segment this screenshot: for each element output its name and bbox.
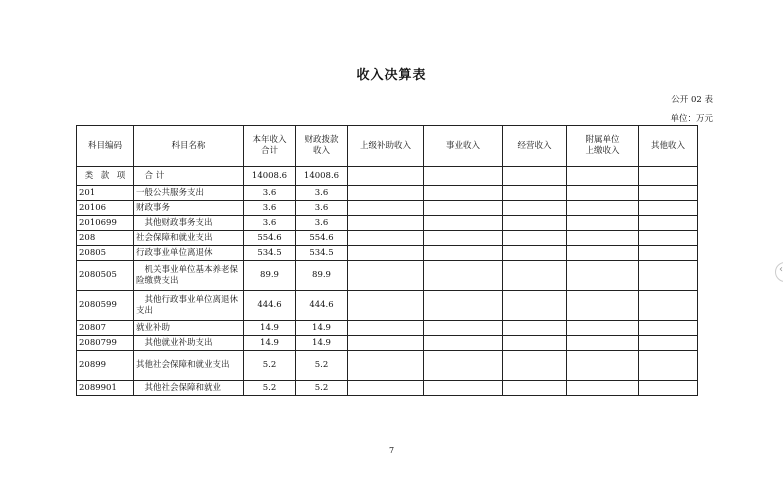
- table-row: [77, 381, 698, 396]
- row-other: [639, 246, 698, 261]
- sum-business: [424, 167, 503, 186]
- row-superior: [348, 381, 424, 396]
- row-business: [424, 291, 503, 321]
- row-affiliated: [567, 261, 639, 291]
- header-fiscal-line2: 收入: [312, 146, 330, 156]
- row-other: [639, 381, 698, 396]
- row-fiscal: 444.6: [296, 291, 348, 321]
- row-fiscal: 3.6: [296, 201, 348, 216]
- row-superior: [348, 336, 424, 351]
- sum-total: 14008.6: [244, 167, 296, 186]
- row-code: 2080599: [77, 291, 134, 321]
- row-business: [424, 246, 503, 261]
- row-fiscal: 554.6: [296, 231, 348, 246]
- chevron-left-icon: ‹: [779, 264, 783, 275]
- row-superior: [348, 201, 424, 216]
- table-row: [77, 321, 698, 336]
- row-superior: [348, 261, 424, 291]
- header-operating: 经营收入: [503, 126, 567, 167]
- row-other: [639, 291, 698, 321]
- row-superior: [348, 216, 424, 231]
- sum-other: [639, 167, 698, 186]
- header-total-line1: 本年收入: [252, 135, 287, 145]
- row-operating: [503, 351, 567, 381]
- unit-label: 单位：万元: [670, 114, 713, 124]
- table-row: [77, 261, 698, 291]
- row-business: [424, 351, 503, 381]
- form-number: 公开 02 表: [671, 95, 713, 105]
- header-other: 其他收入: [639, 126, 698, 167]
- row-code: 20899: [77, 351, 134, 381]
- row-other: [639, 321, 698, 336]
- row-superior: [348, 321, 424, 336]
- row-superior: [348, 231, 424, 246]
- row-operating: [503, 261, 567, 291]
- row-code: 20106: [77, 201, 134, 216]
- row-total: 5.2: [244, 351, 296, 381]
- row-other: [639, 186, 698, 201]
- row-code: 20807: [77, 321, 134, 336]
- row-operating: [503, 321, 567, 336]
- header-fiscal: [296, 126, 348, 167]
- table-row: [77, 231, 698, 246]
- row-name: 其他财政事务支出: [134, 216, 244, 231]
- row-total: 3.6: [244, 201, 296, 216]
- row-code: 208: [77, 231, 134, 246]
- header-code: 科目编码: [77, 126, 134, 167]
- header-row: [77, 126, 698, 167]
- row-name: 机关事业单位基本养老保险缴费支出: [134, 261, 244, 291]
- side-panel-toggle[interactable]: [775, 262, 783, 282]
- row-operating: [503, 201, 567, 216]
- row-business: [424, 261, 503, 291]
- level-lei: 类: [84, 170, 94, 181]
- sum-superior: [348, 167, 424, 186]
- row-business: [424, 231, 503, 246]
- row-total: 14.9: [244, 321, 296, 336]
- row-fiscal: 3.6: [296, 216, 348, 231]
- row-operating: [503, 246, 567, 261]
- row-fiscal: 14.9: [296, 321, 348, 336]
- row-name: 一般公共服务支出: [134, 186, 244, 201]
- table-row: [77, 336, 698, 351]
- row-superior: [348, 246, 424, 261]
- header-superior: 上级补助收入: [348, 126, 424, 167]
- row-affiliated: [567, 291, 639, 321]
- table-row: [77, 201, 698, 216]
- row-other: [639, 336, 698, 351]
- row-fiscal: 5.2: [296, 381, 348, 396]
- row-operating: [503, 291, 567, 321]
- subheader-row: [77, 167, 698, 186]
- row-name: 财政事务: [134, 201, 244, 216]
- level-kuan: 款: [100, 170, 110, 181]
- header-name: 科目名称: [134, 126, 244, 167]
- row-code: 2010699: [77, 216, 134, 231]
- row-business: [424, 336, 503, 351]
- row-name: 就业补助: [134, 321, 244, 336]
- header-business: 事业收入: [424, 126, 503, 167]
- row-superior: [348, 351, 424, 381]
- table-row: [77, 246, 698, 261]
- sum-label: 合 计: [134, 167, 244, 186]
- row-name: 其他社会保障和就业: [134, 381, 244, 396]
- row-name: 行政事业单位离退休: [134, 246, 244, 261]
- sum-affiliated: [567, 167, 639, 186]
- page-number: 7: [388, 446, 395, 455]
- row-affiliated: [567, 216, 639, 231]
- row-fiscal: 89.9: [296, 261, 348, 291]
- header-fiscal-line1: 财政拨款: [304, 135, 339, 145]
- table-row: [77, 291, 698, 321]
- table-title: 收入决算表: [356, 68, 427, 83]
- header-affiliated: [567, 126, 639, 167]
- sum-fiscal: 14008.6: [296, 167, 348, 186]
- row-total: 534.5: [244, 246, 296, 261]
- row-affiliated: [567, 321, 639, 336]
- row-affiliated: [567, 381, 639, 396]
- row-total: 444.6: [244, 291, 296, 321]
- row-superior: [348, 186, 424, 201]
- row-other: [639, 261, 698, 291]
- row-business: [424, 201, 503, 216]
- row-business: [424, 186, 503, 201]
- table-body: [77, 186, 698, 396]
- row-fiscal: 3.6: [296, 186, 348, 201]
- row-operating: [503, 216, 567, 231]
- header-affiliated-line1: 附属单位: [585, 135, 620, 145]
- row-code: 201: [77, 186, 134, 201]
- row-affiliated: [567, 186, 639, 201]
- row-other: [639, 201, 698, 216]
- row-total: 89.9: [244, 261, 296, 291]
- row-business: [424, 216, 503, 231]
- row-affiliated: [567, 351, 639, 381]
- row-total: 5.2: [244, 381, 296, 396]
- table-row: [77, 351, 698, 381]
- row-operating: [503, 381, 567, 396]
- row-fiscal: 14.9: [296, 336, 348, 351]
- row-total: 554.6: [244, 231, 296, 246]
- row-name: 其他行政事业单位离退休支出: [134, 291, 244, 321]
- row-fiscal: 5.2: [296, 351, 348, 381]
- row-other: [639, 351, 698, 381]
- row-other: [639, 216, 698, 231]
- row-affiliated: [567, 231, 639, 246]
- row-total: 3.6: [244, 186, 296, 201]
- table-row: [77, 186, 698, 201]
- row-operating: [503, 231, 567, 246]
- row-name: 社会保障和就业支出: [134, 231, 244, 246]
- row-affiliated: [567, 336, 639, 351]
- row-operating: [503, 186, 567, 201]
- header-total-line2: 合计: [260, 146, 278, 156]
- row-code: 20805: [77, 246, 134, 261]
- row-code: 2080505: [77, 261, 134, 291]
- income-final-accounts-table: [76, 125, 698, 396]
- row-code: 2080799: [77, 336, 134, 351]
- row-affiliated: [567, 246, 639, 261]
- row-other: [639, 231, 698, 246]
- level-xiang: 项: [116, 170, 126, 181]
- row-business: [424, 381, 503, 396]
- row-operating: [503, 336, 567, 351]
- category-levels: [77, 167, 134, 186]
- header-total: [244, 126, 296, 167]
- row-name: 其他社会保障和就业支出: [134, 351, 244, 381]
- row-business: [424, 321, 503, 336]
- sum-operating: [503, 167, 567, 186]
- row-total: 3.6: [244, 216, 296, 231]
- row-name: 其他就业补助支出: [134, 336, 244, 351]
- row-superior: [348, 291, 424, 321]
- table-row: [77, 216, 698, 231]
- header-affiliated-line2: 上缴收入: [585, 146, 620, 156]
- row-fiscal: 534.5: [296, 246, 348, 261]
- row-total: 14.9: [244, 336, 296, 351]
- row-affiliated: [567, 201, 639, 216]
- row-code: 2089901: [77, 381, 134, 396]
